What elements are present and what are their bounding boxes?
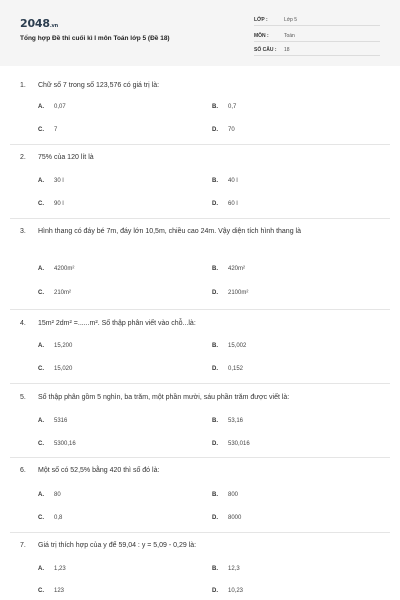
divider — [10, 457, 390, 458]
question-text: Số thập phân gồm 5 nghìn, ba trăm, một phần mười, sáu phần trăm được viết là: — [38, 394, 290, 401]
q3-option-b[interactable] — [212, 266, 245, 272]
question-number: 7. — [20, 542, 26, 549]
meta-subject-row — [254, 30, 380, 42]
question-text: Giá trị thích hợp của y để 59,04 : y = 5,09 - 0,29 là: — [38, 542, 197, 549]
q4-option-b[interactable] — [212, 343, 246, 349]
option-letter: C. — [38, 127, 44, 133]
q2-option-b[interactable] — [212, 178, 238, 184]
question-1 — [20, 80, 382, 92]
q7-option-c[interactable] — [38, 588, 64, 594]
meta-subject-value: Toán — [284, 33, 295, 39]
divider — [10, 218, 390, 219]
option-text: 0,152 — [228, 366, 244, 372]
option-text: 210m² — [54, 290, 72, 296]
q1-option-d[interactable] — [212, 127, 235, 133]
option-letter: D. — [212, 201, 218, 207]
option-text: 90 l — [54, 201, 64, 207]
meta-grade-label: LỚP : — [254, 17, 268, 23]
option-letter: C. — [38, 588, 44, 594]
meta-grade-row — [254, 14, 380, 26]
q1-option-a[interactable] — [38, 104, 66, 110]
option-letter: D. — [212, 441, 218, 447]
option-text: 80 — [54, 492, 61, 498]
q4-option-a[interactable] — [38, 343, 72, 349]
option-letter: D. — [212, 366, 218, 372]
question-text: 75% của 120 lít là — [38, 154, 94, 161]
option-text: 1,23 — [54, 566, 66, 572]
q5-option-c[interactable] — [38, 441, 76, 447]
option-letter: A. — [38, 178, 44, 184]
question-4 — [20, 318, 382, 330]
divider — [10, 309, 390, 310]
q3-option-c[interactable] — [38, 290, 71, 296]
option-letter: B. — [212, 418, 218, 424]
q6-option-a[interactable] — [38, 492, 61, 498]
question-5 — [20, 392, 382, 404]
q2-option-a[interactable] — [38, 178, 64, 184]
meta-count-label: SỐ CÂU : — [254, 47, 277, 53]
q6-option-c[interactable] — [38, 515, 62, 521]
option-letter: B. — [212, 343, 218, 349]
option-letter: D. — [212, 588, 218, 594]
q5-option-b[interactable] — [212, 418, 243, 424]
q6-option-b[interactable] — [212, 492, 238, 498]
question-number: 1. — [20, 82, 26, 89]
option-letter: C. — [38, 201, 44, 207]
question-text: 15m² 2dm² =......m². Số thập phân viết vào chỗ...là: — [38, 320, 196, 327]
question-number: 4. — [20, 320, 26, 327]
site-logo[interactable] — [20, 17, 58, 30]
question-6 — [20, 465, 382, 477]
option-letter: B. — [212, 492, 218, 498]
option-letter: C. — [38, 290, 44, 296]
option-text: 7 — [54, 127, 58, 133]
q4-option-c[interactable] — [38, 366, 72, 372]
q1-option-b[interactable] — [212, 104, 236, 110]
question-text: Hình thang có đáy bé 7m, đáy lớn 10,5m, chiều cao 24m. Vậy diện tích hình thang là — [38, 228, 301, 235]
q1-option-c[interactable] — [38, 127, 57, 133]
meta-subject-label: MÔN : — [254, 33, 269, 39]
option-text: 15,002 — [228, 343, 247, 349]
q7-option-a[interactable] — [38, 566, 66, 572]
q7-option-d[interactable] — [212, 588, 243, 594]
option-letter: B. — [212, 104, 218, 110]
page-title: Tổng hợp Đề thi cuối kì I môn Toán lớp 5 (Đề 18) — [20, 35, 170, 42]
option-text: 15,020 — [54, 366, 73, 372]
divider — [10, 532, 390, 533]
option-text: 53,16 — [228, 418, 244, 424]
option-text: 420m² — [228, 266, 246, 272]
option-letter: A. — [38, 104, 44, 110]
option-letter: A. — [38, 343, 44, 349]
option-text: 10,23 — [228, 588, 244, 594]
q3-option-d[interactable] — [212, 290, 248, 296]
logo-main: 2048 — [20, 17, 50, 30]
q6-option-d[interactable] — [212, 515, 241, 521]
option-text: 2100m² — [228, 290, 249, 296]
option-letter: D. — [212, 515, 218, 521]
header — [0, 0, 400, 66]
question-text: Một số có 52,5% bằng 420 thì số đó là: — [38, 467, 160, 474]
option-text: 5316 — [54, 418, 68, 424]
divider — [10, 144, 390, 145]
option-text: 0,7 — [228, 104, 237, 110]
q5-option-a[interactable] — [38, 418, 67, 424]
q2-option-d[interactable] — [212, 201, 238, 207]
q3-option-a[interactable] — [38, 266, 74, 272]
option-text: 15,200 — [54, 343, 73, 349]
question-number: 3. — [20, 228, 26, 235]
question-number: 5. — [20, 394, 26, 401]
option-letter: A. — [38, 566, 44, 572]
meta-count-value: 18 — [284, 47, 290, 53]
option-letter: D. — [212, 290, 218, 296]
q2-option-c[interactable] — [38, 201, 64, 207]
option-text: 0,8 — [54, 515, 63, 521]
question-number: 6. — [20, 467, 26, 474]
option-letter: D. — [212, 127, 218, 133]
option-letter: C. — [38, 515, 44, 521]
question-3 — [20, 226, 382, 238]
meta-grade-value: Lớp 5 — [284, 17, 298, 23]
option-text: 70 — [228, 127, 235, 133]
meta-count-row — [254, 44, 380, 56]
option-text: 530,016 — [228, 441, 250, 447]
option-text: 8000 — [228, 515, 242, 521]
logo-suffix: .vn — [49, 23, 58, 29]
divider — [10, 383, 390, 384]
option-text: 30 l — [54, 178, 64, 184]
question-2 — [20, 152, 382, 164]
option-letter: A. — [38, 418, 44, 424]
option-text: 5300,16 — [54, 441, 76, 447]
option-text: 60 l — [228, 201, 238, 207]
option-letter: C. — [38, 441, 44, 447]
option-letter: B. — [212, 566, 218, 572]
option-text: 0,07 — [54, 104, 66, 110]
q4-option-d[interactable] — [212, 366, 243, 372]
option-text: 12,3 — [228, 566, 240, 572]
option-letter: A. — [38, 492, 44, 498]
option-letter: A. — [38, 266, 44, 272]
option-text: 800 — [228, 492, 239, 498]
option-text: 123 — [54, 588, 65, 594]
option-letter: B. — [212, 266, 218, 272]
q5-option-d[interactable] — [212, 441, 250, 447]
option-letter: C. — [38, 366, 44, 372]
question-7 — [20, 540, 382, 552]
option-letter: B. — [212, 178, 218, 184]
option-text: 40 l — [228, 178, 238, 184]
question-number: 2. — [20, 154, 26, 161]
option-text: 4200m² — [54, 266, 75, 272]
question-text: Chữ số 7 trong số 123,576 có giá trị là: — [38, 82, 160, 89]
q7-option-b[interactable] — [212, 566, 240, 572]
